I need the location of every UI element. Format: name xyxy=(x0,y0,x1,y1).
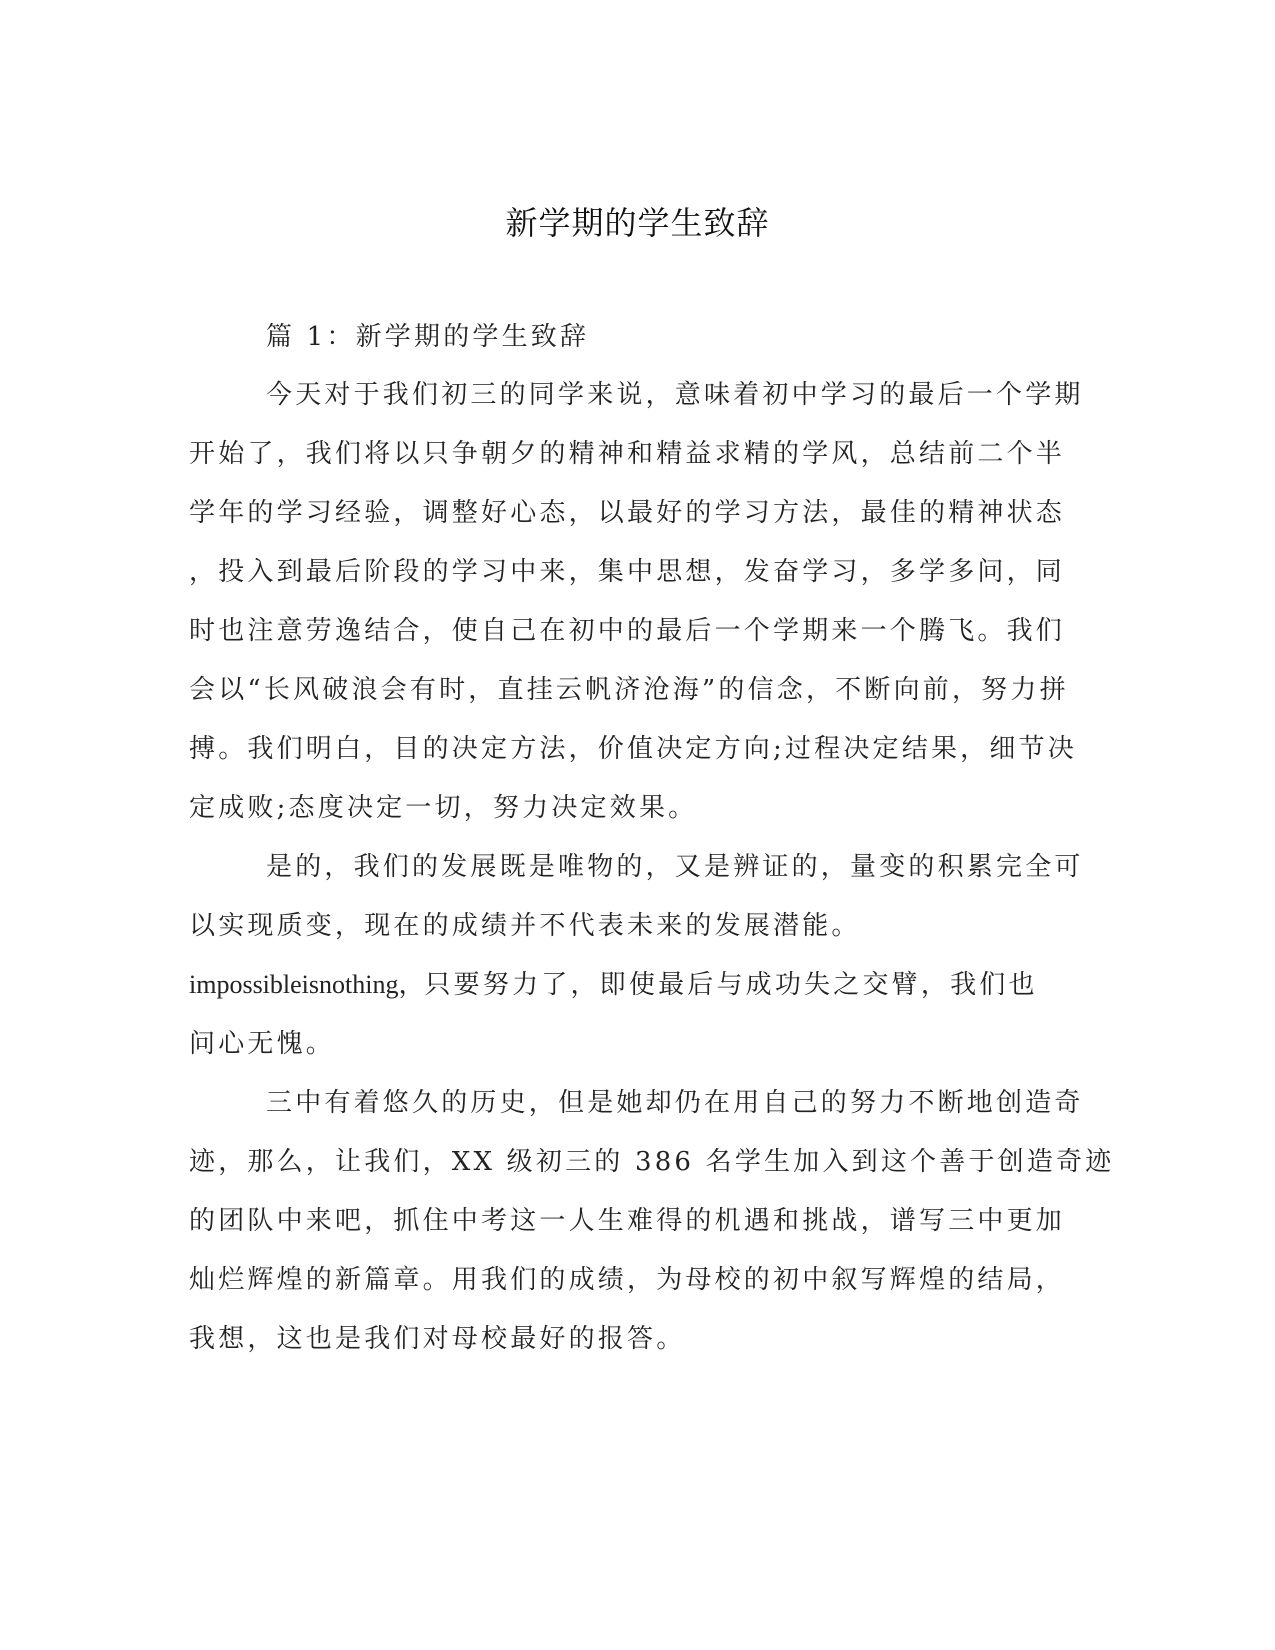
paragraph-line xyxy=(189,968,1038,1002)
paragraph-line: 以实现质变，现在的成绩并不代表未来的发展潜能。 xyxy=(189,911,861,941)
paragraph-line: 搏。我们明白，目的决定方法，价值决定方向;过程决定结果，细节决 xyxy=(189,734,1077,764)
document-title: 新学期的学生致辞 xyxy=(505,204,770,242)
section-heading: 篇 1：新学期的学生致辞 xyxy=(266,322,590,352)
paragraph-line: 开始了，我们将以只争朝夕的精神和精益求精的学风，总结前二个半 xyxy=(189,439,1066,469)
paragraph-line: 我想，这也是我们对母校最好的报答。 xyxy=(189,1324,686,1354)
paragraph-line: 今天对于我们初三的同学来说，意味着初中学习的最后一个学期 xyxy=(266,380,1084,410)
paragraph-line: 迹，那么，让我们，XX 级初三的 386 名学生加入到这个善于创造奇迹 xyxy=(189,1147,1115,1177)
paragraph-line: ，投入到最后阶段的学习中来，集中思想，发奋学习，多学多问，同 xyxy=(189,557,1066,587)
paragraph-line: 会以“长风破浪会有时，直挂云帆济沧海”的信念，不断向前，努力拼 xyxy=(189,675,1069,705)
latin-phrase: impossibleisnothing， xyxy=(189,970,425,999)
paragraph-line: 定成败;态度决定一切，努力决定效果。 xyxy=(189,793,698,823)
paragraph-line: 三中有着悠久的历史，但是她却仍在用自己的努力不断地创造奇 xyxy=(266,1088,1084,1118)
paragraph-line: 问心无愧。 xyxy=(189,1029,336,1059)
paragraph-line: 是的，我们的发展既是唯物的，又是辨证的，量变的积累完全可 xyxy=(266,852,1084,882)
paragraph-line: 时也注意劳逸结合，使自己在初中的最后一个学期来一个腾飞。我们 xyxy=(189,616,1066,646)
paragraph-line: 学年的学习经验，调整好心态，以最好的学习方法，最佳的精神状态 xyxy=(189,498,1066,528)
paragraph-line: 的团队中来吧，抓住中考这一人生难得的机遇和挑战，谱写三中更加 xyxy=(189,1206,1066,1236)
paragraph-line-text: 只要努力了，即使最后与成功失之交臂，我们也 xyxy=(424,970,1038,1000)
paragraph-line: 灿烂辉煌的新篇章。用我们的成绩，为母校的初中叙写辉煌的结局， xyxy=(189,1265,1066,1295)
